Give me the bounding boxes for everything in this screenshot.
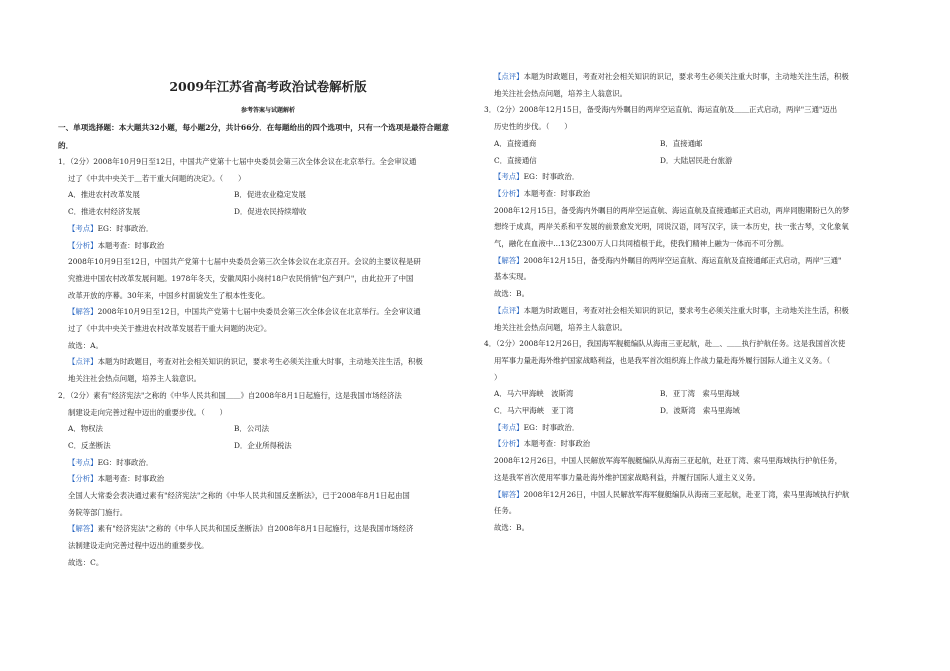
q1-kaodian: 【考点】EG：时事政治． <box>68 223 154 233</box>
q4-options-ab <box>484 386 904 403</box>
q2-option-a: A．物权法 <box>68 424 103 434</box>
q2-stem-line2: 制建设走向完善过程中迈出的重要步伐。（ ） <box>68 407 227 417</box>
section-tag: 【解答】 <box>494 489 524 499</box>
q2-options-ab <box>58 421 463 438</box>
q4-fenxi-body2: 这是我军首次使用军事力量赴海外维护国家战略利益，并履行国际人道主义义务。 <box>494 472 761 482</box>
q4-jieda-line1: 【解答】2008年12月26日，中国人民解放军海军舰艇编队从海南三亚起航，赴亚丁湾，索马里海域执行护航 <box>494 489 850 499</box>
q2-fenxi-body2: 务院等部门施行。 <box>68 507 128 517</box>
q3-fenxi-body1: 2008年12月15日，备受海内外瞩目的两岸空运直航、海运直航及直接通邮正式启动，两岸同胞期盼已久的梦 <box>494 205 850 215</box>
q4-options-cd <box>484 403 904 420</box>
q1-stem-line2: 过了《中共中央关于＿若干重大问题的决定》。（ ） <box>68 173 246 183</box>
q3-fenxi: 【分析】本题考查：时事政治 <box>494 188 591 198</box>
q4-stem-line2: 用军事力量赴海外维护国家战略利益，也是我军首次组织海上作战力量赴海外履行国际人道主义义务。（ <box>494 355 831 365</box>
q2-dianping-line2: 地关注社会热点问题，培养主人翁意识。 <box>494 88 628 98</box>
q2-kaodian: 【考点】EG：时事政治． <box>68 457 154 467</box>
q2-answer: 故选：C。 <box>68 557 104 567</box>
q1-option-b: B．促进农业稳定发展 <box>234 190 306 200</box>
q2-dianping-line1: 【点评】本题为时政题目，考查对社会相关知识的识记，要求考生必须关注重大时事，主动地关注生活，积极 <box>494 72 849 81</box>
q3-jieda-line1: 【解答】2008年12月15日，备受海内外瞩目的两岸空运直航、海运直航及直接通邮正式启动，两岸"三通" <box>494 255 842 265</box>
q4-fenxi-body1: 2008年12月26日，中国人民解放军海军舰艇编队从海南三亚起航，赴亚丁湾、索马里海域执行护航任务， <box>494 456 843 466</box>
q2-fenxi-body1: 全国人大常委会表决通过素有"经济宪法"之称的《中华人民共和国反垄断法》，已于2008年8月1日起由国 <box>68 491 410 501</box>
q4-stem-line1: 4．（2分）2008年12月26日，我国海军舰艇编队从海南三亚起航，赴＿、＿＿执行护航任务。这是我国首次使 <box>484 339 846 349</box>
q3-option-b: B．直接通邮 <box>660 138 703 148</box>
section-tag: 【考点】 <box>68 457 98 467</box>
q4-jieda-line2: 任务。 <box>494 506 517 516</box>
section-tag: 【分析】 <box>494 188 524 198</box>
section-heading: 一、单项选择题：本大题共32小题，每小题2分，共计66分．在每题给出的四个选项中，只有一个选项是最符合题意的． <box>58 123 449 150</box>
q1-dianping-line1: 【点评】本题为时政题目，考查对社会相关知识的识记，要求考生必须关注重大时事，主动地关注生活，积极 <box>68 357 423 367</box>
q1-fenxi-body1: 2008年10月9日至12日，中国共产党第十七届中央委员会第三次全体会议在北京召开。会议的主要议程是研 <box>68 257 421 267</box>
left-column <box>58 154 463 572</box>
q3-option-a: A．直接通商 <box>494 138 537 148</box>
q4-option-a: A．马六甲海峡 波斯湾 <box>494 389 574 399</box>
q3-kaodian: 【考点】EG：时事政治． <box>494 172 580 182</box>
q4-fenxi: 【分析】本题考查：时事政治 <box>494 439 591 449</box>
q2-stem-line1: 2．（2分）素有"经济宪法"之称的《中华人民共和国＿＿》自2008年8月1日起施行，这是我国市场经济法 <box>58 390 402 400</box>
q3-jieda-line2: 基本实现。 <box>494 272 531 282</box>
q3-option-c: C．直接通信 <box>494 155 537 165</box>
section-tag: 【考点】 <box>68 223 98 233</box>
section-tag: 【分析】 <box>68 240 98 250</box>
q3-answer: 故选：B。 <box>494 289 529 299</box>
q1-fenxi-body2: 究推进中国农村改革发展问题。1978年冬天，安徽凤阳小岗村18户农民悄悄"包产到户"，由此拉开了中国 <box>68 273 414 283</box>
q1-options-cd <box>58 204 463 221</box>
section-tag: 【分析】 <box>68 474 98 484</box>
section-tag: 【分析】 <box>494 439 524 449</box>
q4-option-c: C．马六甲海峡 亚丁湾 <box>494 406 574 416</box>
q1-option-a: A．推进农村改革发展 <box>68 190 140 200</box>
q1-option-d: D．促进农民持续增收 <box>234 207 307 217</box>
q2-option-d: D．企业所得税法 <box>234 440 292 450</box>
section-tag: 【考点】 <box>494 172 524 182</box>
q3-fenxi-body3: 气，融化在血液中…13亿2300万人口共同植根于此，使我们精神上融为一体而不可分割。 <box>494 239 789 249</box>
q3-stem-line1: 3．（2分）2008年12月15日，备受海内外瞩目的两岸空运直航、海运直航及＿＿正式启动，两岸"三通"迈出 <box>484 105 838 115</box>
q1-option-c: C．推进农村经济发展 <box>68 207 141 217</box>
section-tag: 【点评】 <box>494 72 524 81</box>
page-subtitle: 参考答案与试题解析 <box>240 107 295 114</box>
q4-stem-line3: ） <box>494 372 502 382</box>
q1-dianping-line2: 地关注社会热点问题，培养主人翁意识。 <box>68 374 202 384</box>
section-tag: 【点评】 <box>494 305 524 315</box>
q1-jieda-line1: 【解答】2008年10月9日至12日，中国共产党第十七届中央委员会第三次全体会议在北京举行。全会审议通 <box>68 307 421 317</box>
q4-option-d: D．波斯湾 索马里海域 <box>660 406 740 416</box>
q4-option-b: B．亚丁湾 索马里海域 <box>660 389 740 399</box>
q4-answer: 故选：B。 <box>494 522 529 532</box>
section-tag: 【考点】 <box>494 422 524 432</box>
q1-answer: 故选：A。 <box>68 340 103 350</box>
q2-options-cd <box>58 438 463 455</box>
q1-fenxi-body3: 改革开放的序幕。30年来，中国乡村面貌发生了根本性变化。 <box>68 290 270 300</box>
q3-options-cd <box>484 153 904 170</box>
q2-option-b: B．公司法 <box>234 424 269 434</box>
section-tag: 【点评】 <box>68 357 98 367</box>
q1-jieda-line2: 过了《中共中央关于推进农村改革发展若干重大问题的决定》。 <box>68 324 272 334</box>
section-tag: 【解答】 <box>494 255 524 265</box>
q3-dianping-line1: 【点评】本题为时政题目，考查对社会相关知识的识记，要求考生必须关注重大时事，主动地关注生活，积极 <box>494 305 849 315</box>
q2-jieda-line1: 【解答】素有"经济宪法"之称的《中华人民共和国反垄断法》自2008年8月1日起施行，这是我国市场经济 <box>68 524 414 534</box>
q4-kaodian: 【考点】EG：时事政治． <box>494 422 580 432</box>
section-tag: 【解答】 <box>68 524 98 534</box>
page-title: 2009年江苏省高考政治试卷解析版 <box>169 79 367 94</box>
q1-stem-line1: 1．（2分）2008年10月9日至12日，中国共产党第十七届中央委员会第三次全体会议在北京举行。全会审议通 <box>58 157 417 166</box>
q3-option-d: D．大陆居民赴台旅游 <box>660 155 733 165</box>
section-tag: 【解答】 <box>68 307 98 317</box>
q3-options-ab <box>484 136 904 153</box>
q3-stem-line2: 历史性的步伐。（ ） <box>494 122 572 132</box>
q2-fenxi: 【分析】本题考查：时事政治 <box>68 474 165 484</box>
q3-fenxi-body2: 想终于成真，两岸关系和平发展的前景愈发光明，同说汉语，同写汉字，读一本历史，扶一张古琴，文化象氧 <box>494 222 849 232</box>
q3-dianping-line2: 地关注社会热点问题，培养主人翁意识。 <box>494 322 628 332</box>
right-column <box>484 69 904 537</box>
q2-jieda-line2: 法制建设走向完善过程中迈出的重要步伐。 <box>68 541 209 551</box>
q2-option-c: C．反垄断法 <box>68 440 111 450</box>
q1-options-ab <box>58 187 463 204</box>
q1-fenxi: 【分析】本题考查：时事政治 <box>68 240 165 250</box>
